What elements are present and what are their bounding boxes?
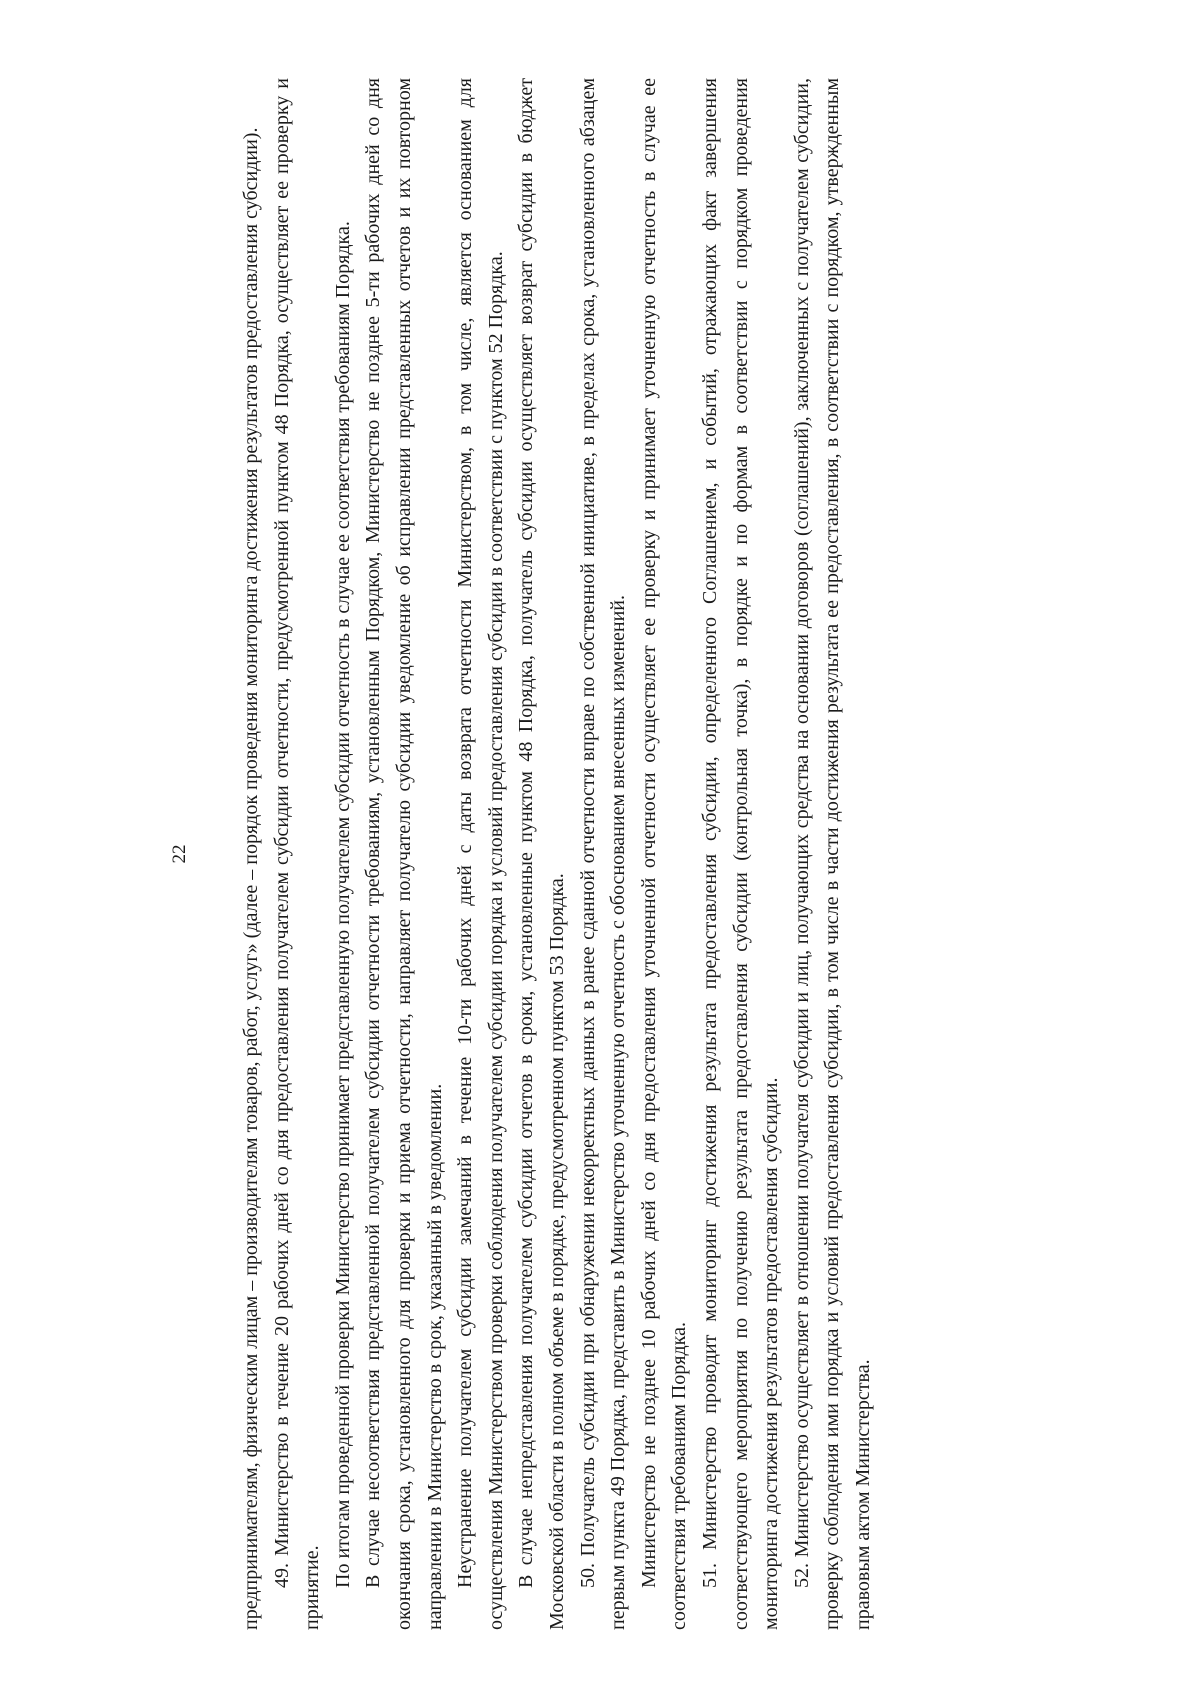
paragraph-nonconformity: В случае несоответствия представленной получателем субсидии отчетности требованиям, установленным Порядком, Министерство не позднее 5-ти рабочих дней со дня окончания срока, установленного для проверки и приема отчетности, направляет получателю субсидии уведомление об исправлении представленных отчетов и их повторном направлении в Министерство в срок, указанный в уведомлении.: [362, 78, 446, 1630]
paragraph-corrected-report: Министерство не позднее 10 рабочих дней со дня предоставления уточненной отчетности осуществляет ее проверку и принимает уточненную отчетность в случае ее соответствия требованиям Порядка.: [637, 78, 691, 1630]
paragraph-clause-52: 52. Министерство осуществляет в отношении получателя субсидии и лиц, получающих средства на основании договоров (соглашений), заключенных с получателем субсидии, проверку соблюдения ими порядка и условий предоставления субсидии, в том числе в части достижения результата ее предоставления, в соответствии с порядком, утвержденным правовым актом Министерства.: [790, 78, 874, 1630]
document-body: [236, 78, 1096, 1630]
paragraph-clause-51: 51. Министерство проводит мониторинг достижения результата предоставления субсидии, определенного Соглашением, и событий, отражающих факт завершения соответствующего мероприятия по получению результата предоставления субсидии (контрольная точка), в порядке и по формам в соответствии с порядком проведения мониторинга достижения результатов предоставления субсидии.: [698, 78, 783, 1630]
paragraph-clause-50: 50. Получатель субсидии при обнаружении некорректных данных в ранее сданной отчетности вправе по собственной инициативе, в пределах срока, установленного абзацем первым пункта 49 Порядка, представить в Министерство уточненную отчетность с обоснованием внесенных изменений.: [576, 78, 630, 1630]
paragraph-remarks: Неустранение получателем субсидии замечаний в течение 10-ти рабочих дней с даты возврата отчетности Министерством, в том числе, является основанием для осуществления Министерством проверки соблюдения получателем субсидии порядка и условий предоставления субсидии в соответствии с пунктом 52 Порядка.: [454, 78, 507, 1630]
paragraph-continuation: предпринимателям, физическим лицам – производителям товаров, работ, услуг» (далее – порядок проведения мониторинга достижения результатов предоставления субсидии).: [240, 127, 262, 1630]
paragraph-non-submission: В случае непредставления получателем субсидии отчетов в сроки, установленные пунктом 48 Порядка, получатель субсидии осуществляет возврат субсидии в бюджет Московской области в полном объеме в порядке, предусмотренном пунктом 53 Порядка.: [515, 78, 568, 1630]
paragraph-clause-49: 49. Министерство в течение 20 рабочих дней со дня предоставления получателем субсидии отчетности, предусмотренной пунктом 48 Порядка, осуществляет ее проверку и принятие.: [270, 78, 324, 1630]
rotated-page-content: [160, 78, 1096, 1630]
page-number: 22: [169, 844, 190, 864]
paragraph-acceptance: По итогам проведенной проверки Министерство принимает представленную получателем субсидии отчетность в случае ее соответствия требованиям Порядка.: [331, 221, 354, 1588]
